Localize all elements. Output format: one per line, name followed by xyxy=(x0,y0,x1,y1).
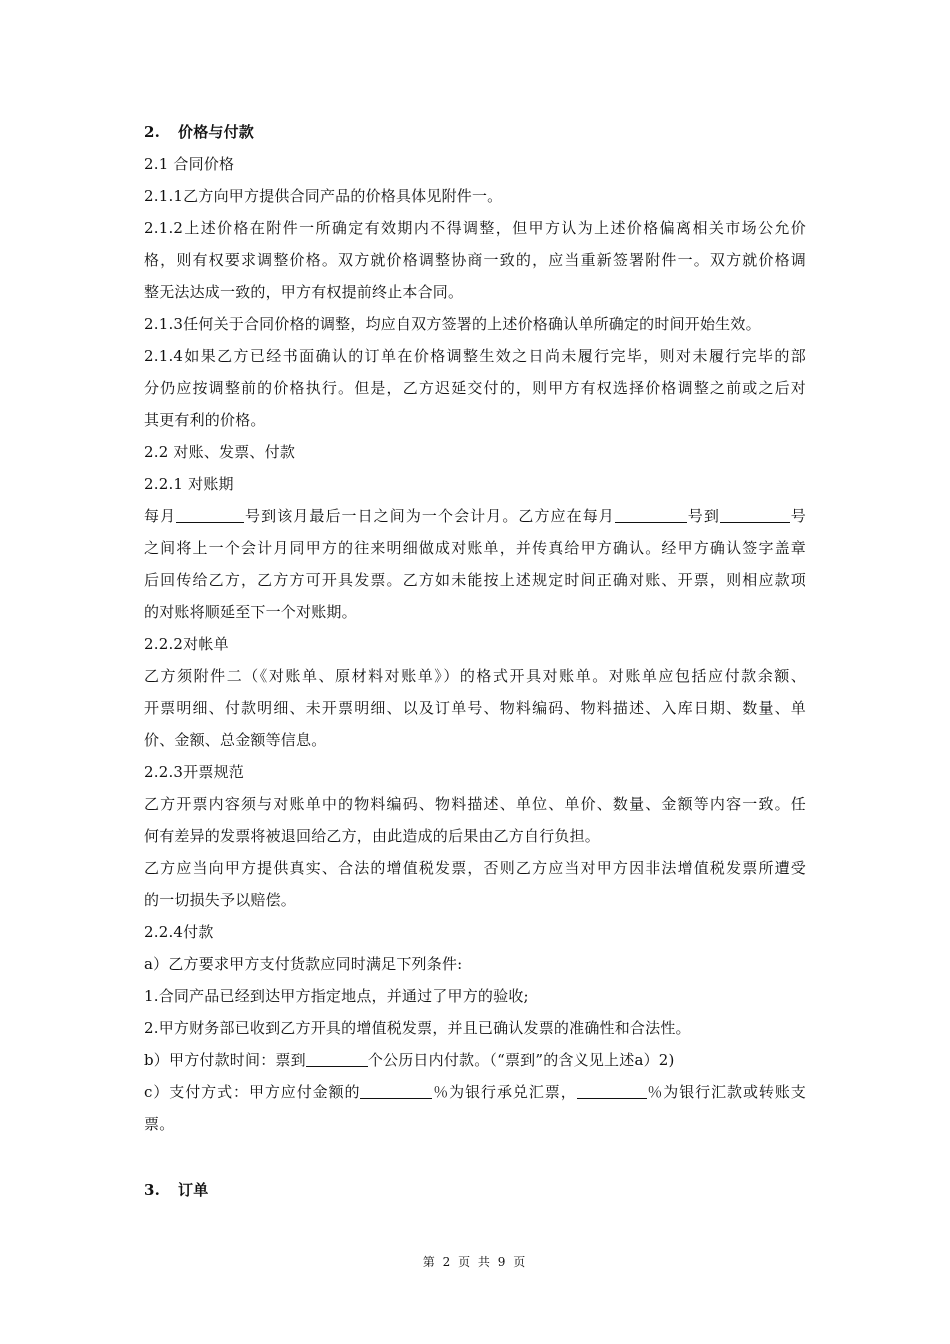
text-fragment: 每月 xyxy=(144,507,177,525)
clause-2-2-3-line-3: 乙方应当向甲方提供真实、合法的增值税发票，否则乙方应当对甲方因非法增值税发票所遭受 xyxy=(144,859,806,877)
clause-2-2-4-a-2: 2.甲方财务部已收到乙方开具的增值税发票，并且已确认发票的准确性和合法性。 xyxy=(144,1019,691,1037)
text-fragment: 号到 xyxy=(686,507,720,525)
clause-2-1-4-line-1: 2.1.4如果乙方已经书面确认的订单在价格调整生效之日尚未履行完毕，则对未履行完毕的部 xyxy=(144,347,806,365)
clause-2-1-2-line-3: 整无法达成一致的，甲方有权提前终止本合同。 xyxy=(144,283,464,301)
text-fragment: c）支付方式：甲方应付金额的 xyxy=(144,1083,361,1101)
fill-blank-acceptance-percent[interactable] xyxy=(360,1082,432,1099)
clause-2-2-2-heading: 2.2.2对帐单 xyxy=(144,635,229,653)
fill-blank-day[interactable] xyxy=(176,506,244,523)
clause-2-2-4-a: a）乙方要求甲方支付货款应同时满足下列条件: xyxy=(144,955,463,973)
total-page-count: 9 xyxy=(497,1255,508,1269)
clause-2-2-1-heading: 2.2.1 对账期 xyxy=(144,475,234,493)
clause-2-1-2-line-1: 2.1.2上述价格在附件一所确定有效期内不得调整，但甲方认为上述价格偏离相关市场公允价 xyxy=(144,219,806,237)
footer-text: 页 xyxy=(458,1255,473,1269)
clause-2-2-2-line-1: 乙方须附件二（《对账单、原材料对账单》）的格式开具对账单。对账单应包括应付款余额、 xyxy=(144,667,806,685)
clause-2-1-4-line-3: 其更有利的价格。 xyxy=(144,411,266,429)
section-2-title: 价格与付款 xyxy=(178,123,255,141)
clause-2-2-4-b xyxy=(144,1050,675,1070)
clause-2-2-heading: 2.2 对账、发票、付款 xyxy=(144,443,296,461)
clause-2-2-2-line-3: 价、金额、总金额等信息。 xyxy=(144,731,327,749)
fill-blank-payment-days[interactable] xyxy=(306,1050,368,1067)
clause-2-1-4-line-2: 分仍应按调整前的价格执行。但是，乙方迟延交付的，则甲方有权选择价格调整之前或之后对 xyxy=(144,379,806,397)
clause-2-2-4-c-line-1 xyxy=(144,1082,806,1102)
text-fragment: 号到该月最后一日之间为一个会计月。乙方应在每月 xyxy=(244,507,615,525)
clause-2-2-3-heading: 2.2.3开票规范 xyxy=(144,763,244,781)
clause-2-2-4-heading: 2.2.4付款 xyxy=(144,923,214,941)
clause-2-1-3: 2.1.3任何关于合同价格的调整，均应自双方签署的上述价格确认单所确定的时间开始生效。 xyxy=(144,315,761,333)
text-fragment: ％为银行承兑汇票， xyxy=(432,1083,577,1101)
clause-2-2-3-line-2: 何有差异的发票将被退回给乙方，由此造成的后果由乙方自行负担。 xyxy=(144,827,601,845)
clause-2-2-4-c-line-2: 票。 xyxy=(144,1115,175,1133)
page-footer xyxy=(0,1254,950,1270)
footer-text: 第 xyxy=(422,1255,437,1269)
text-fragment: ％为银行汇款或转账支 xyxy=(646,1083,806,1101)
footer-text: 页 xyxy=(513,1255,528,1269)
section-3-title: 订单 xyxy=(178,1181,209,1199)
text-fragment: b）甲方付款时间：票到 xyxy=(144,1051,306,1069)
fill-blank-end-day[interactable] xyxy=(720,506,790,523)
clause-2-1-2-line-2: 格，则有权要求调整价格。双方就价格调整协商一致的，应当重新签署附件一。双方就价格调 xyxy=(144,251,806,269)
clause-2-2-4-a-1: 1.合同产品已经到达甲方指定地点，并通过了甲方的验收; xyxy=(144,987,529,1005)
clause-2-2-3-line-4: 的一切损失予以赔偿。 xyxy=(144,891,297,909)
section-2-number: 2. xyxy=(144,123,161,141)
clause-2-1-1: 2.1.1乙方向甲方提供合同产品的价格具体见附件一。 xyxy=(144,187,503,205)
clause-2-2-1-line-3: 后回传给乙方，乙方方可开具发票。乙方如未能按上述规定时间正确对账、开票，则相应款项 xyxy=(144,571,806,589)
clause-2-2-1-line-4: 的对账将顺延至下一个对账期。 xyxy=(144,603,357,621)
clause-2-2-1-line-2: 之间将上一个会计月同甲方的往来明细做成对账单，并传真给甲方确认。经甲方确认签字盖章 xyxy=(144,539,806,557)
text-fragment: 号 xyxy=(789,507,807,525)
clause-2-2-3-line-1: 乙方开票内容须与对账单中的物料编码、物料描述、单位、单价、数量、金额等内容一致。任 xyxy=(144,795,806,813)
section-3-number: 3. xyxy=(144,1181,161,1199)
fill-blank-start-day[interactable] xyxy=(615,506,687,523)
clause-2-2-2-line-2: 开票明细、付款明细、未开票明细、以及订单号、物料编码、物料描述、入库日期、数量、单 xyxy=(144,699,806,717)
section-2-heading xyxy=(144,122,254,142)
clause-2-1-heading: 2.1 合同价格 xyxy=(144,155,235,173)
current-page-number: 2 xyxy=(442,1255,453,1269)
text-fragment: 个公历日内付款。（“票到”的含义见上述a）2) xyxy=(367,1051,675,1069)
footer-text: 共 xyxy=(477,1255,492,1269)
fill-blank-transfer-percent[interactable] xyxy=(577,1082,647,1099)
clause-2-2-1-line-1 xyxy=(144,506,806,526)
section-3-heading xyxy=(144,1180,208,1200)
